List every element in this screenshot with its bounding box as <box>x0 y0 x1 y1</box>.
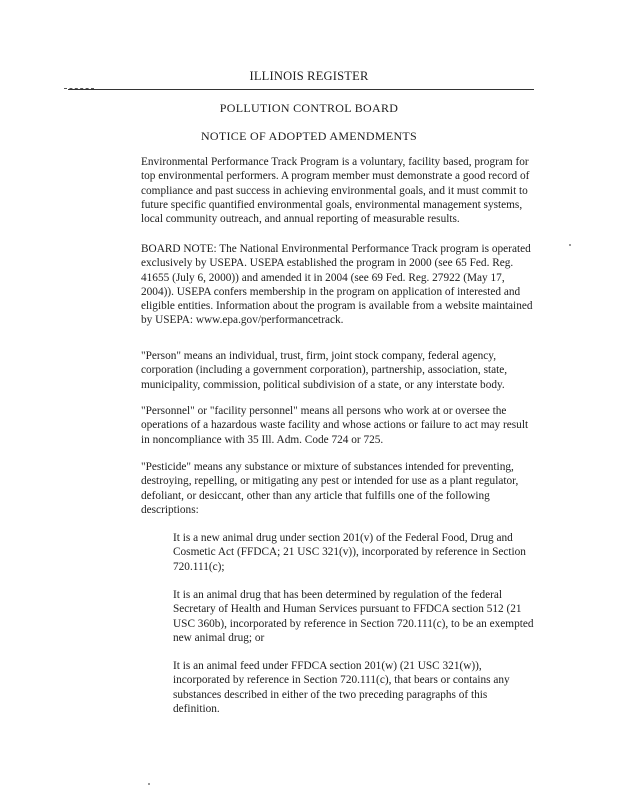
header-rule <box>68 89 534 90</box>
scan-speck <box>569 244 571 246</box>
exception-text: It is an animal feed under FFDCA section 201(w) (21 USC 321(w)), incorporated by reference in Section 720.111(c), that bears or contains any substances described in either of the two preceding paragraphs of this definition. <box>173 660 510 715</box>
scan-speck <box>148 783 150 785</box>
definition-text: Environmental Performance Track Program is a voluntary, facility based, program for top environmental performers. A program member must demonstrate a good record of compliance and past success in achieving environmental goals, and it must commit to future specific quantified environmental goals, environmental management systems, local community outreach, and annual reporting of measurable results. <box>141 156 530 226</box>
definition-track-program <box>141 155 533 226</box>
definition-person <box>141 349 533 392</box>
definition-text: "Person" means an individual, trust, firm, joint stock company, federal agency, corporation (including a government corporation), partnership, association, state, municipality, commission, political subdivision of a state, or any interstate body. <box>141 350 508 391</box>
definition-pesticide <box>141 460 533 517</box>
board-note-text: BOARD NOTE: The National Environmental Performance Track program is operated exclusively by USEPA. USEPA established the program in 2000 (see 65 Fed. Reg. 41655 (July 6, 2000)) and amended it in 2004 (see 69 Fed. Reg. 27922 (May 17, 2004)). USEPA confers membership in the program on application of interested and eligible entities. Information about the program is available from a website maintained by USEPA: www.epa.gov/performancetrack. <box>141 243 533 327</box>
agency-heading: POLLUTION CONTROL BOARD <box>219 101 399 115</box>
exception-text: It is a new animal drug under section 201(v) of the Federal Food, Drug and Cosmetic Act (FFDCA; 21 USC 321(v)), incorporated by reference in Section 720.111(c); <box>173 532 526 573</box>
board-note <box>141 242 533 328</box>
definition-personnel <box>141 404 533 447</box>
pesticide-exception-3 <box>173 659 535 716</box>
definition-text: "Personnel" or "facility personnel" means all persons who work at or oversee the operations of a hazardous waste facility and whose actions or failure to act may result in noncompliance with 35 Ill. Adm. Code 724 or 725. <box>141 405 529 446</box>
notice-heading: NOTICE OF ADOPTED AMENDMENTS <box>200 129 418 143</box>
pesticide-exception-2 <box>173 588 535 645</box>
exception-text: It is an animal drug that has been determined by regulation of the federal Secretary of Health and Human Services pursuant to FFDCA section 512 (21 USC 360b), incorporated by reference in Section 720.111(c), to be an exempted new animal drug; or <box>173 589 534 644</box>
register-title: ILLINOIS REGISTER <box>249 69 369 83</box>
definition-text: "Pesticide" means any substance or mixture of substances intended for preventing, destroying, repelling, or mitigating any pest or intended for use as a plant regulator, defoliant, or desiccant, other than any article that fulfills one of the following descriptions: <box>141 461 519 516</box>
pesticide-exception-1 <box>173 531 535 574</box>
